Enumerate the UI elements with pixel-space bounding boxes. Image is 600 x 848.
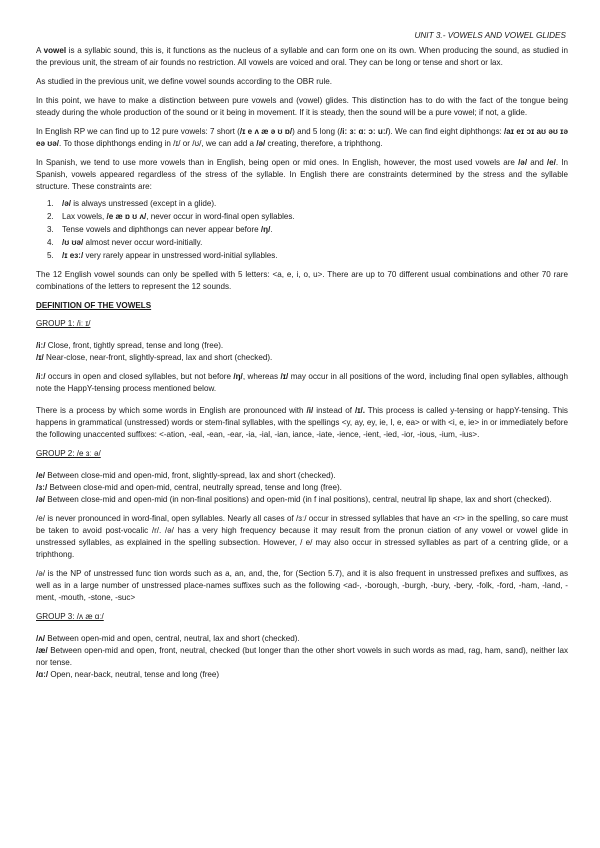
definition-heading: DEFINITION OF THE VOWELS <box>36 301 152 310</box>
group-3-heading: GROUP 3: /ʌ æ ɑː/ <box>36 612 104 621</box>
running-header: UNIT 3.- VOWELS AND VOWEL GLIDES <box>414 31 566 40</box>
group-2-line-3: /ə/ Between close-mid and open-mid (in non-final positions) and open-mid (in f inal positions), central, neutral lip shape, lax and short (checked). <box>36 495 552 504</box>
group-2-line-2: /ɜː/ Between close-mid and open-mid, central, neutrally spread, tense and long (free). <box>36 483 342 492</box>
intro-paragraph-2: As studied in the previous unit, we define vowel sounds according to the OBR rule. <box>36 77 333 86</box>
list-item: 4. /ʊ ʊə/ almost never occur word-initially. <box>56 237 568 249</box>
group-2-paragraph-2: /ə/ is the NP of unstressed func tion words such as a, an, and, the, for (Section 5.7), and it is also frequent in unstressed prefixes and suffixes, as well as in a large number of unstressed place-names suffixes such as the following <ad-, -borough, -burgh, -bury, -bery, -folk, -ford, -ham, -land, -ment, -mouth, -stone, -suc> <box>36 569 568 602</box>
intro-paragraph-1: A vowel is a syllabic sound, this is, it functions as the nucleus of a syllable and can form one on its own. When producing the sound, as studied in the previous unit, the stream of air founds no restriction. All vowels are voiced and oral. They can be long or tense and short or lax. <box>36 46 569 67</box>
group-1-line-2: /ɪ/ Near-close, near-front, slightly-spread, lax and short (checked). <box>36 353 273 362</box>
group-2-heading: GROUP 2: /e ɜː ə/ <box>36 449 101 458</box>
spelling-paragraph: The 12 English vowel sounds can only be spelled with 5 letters: <a, e, i, o, u>. There are up to 70 different usual combinations and other 70 rare combinations of the letters to represent the 12 sounds. <box>36 270 568 291</box>
group-2-line-1: /e/ Between close-mid and open-mid, front, slightly-spread, lax and short (checked). <box>36 471 336 480</box>
intro-paragraph-5: In Spanish, we tend to use more vowels than in English, being open or mid ones. In English, however, the most used vowels are /ə/ and /e/. In Spanish, vowels appeared regardless of the stress of the syllable. In English there are constraints determined by the stress and the syllable structure. These constraints are: <box>36 158 568 191</box>
group-1-heading: GROUP 1: /iː ɪ/ <box>36 319 91 328</box>
term-vowel: vowel <box>43 46 67 55</box>
intro-paragraph-3: In this point, we have to make a distinction between pure vowels and (vowel) glides. This distinction has to do with the fact of the tongue being steady during the whole production of the sound or it being in movement. If it is steady, then the sound will be a pure vowel; if not, a glide. <box>36 96 568 117</box>
group-3-line-3: /ɑː/ Open, near-back, neutral, tense and long (free) <box>36 670 220 679</box>
group-2-paragraph-1: /e/ is never pronounced in word-final, open syllables. Nearly all cases of /ɜː/ occur in stressed syllables that have an <r> in the spelling, so care must be taken to avoid post-vocalic /r/. /ə/ has a very high frequency because it may result from the pronun ciation of any vowel or vowel glide in unstressed syllables, as explained in the spelling subsection. However, / e/ may also occur in stressed syllables as part of a centring glide, or a triphthong. <box>36 514 568 559</box>
long-vowels-list: /iː ɜː ɑː ɔː uː/ <box>339 127 388 136</box>
list-item: 2. Lax vowels, /e æ ɒ ʊ ʌ/, never occur in word-final open syllables. <box>56 211 568 223</box>
short-vowels-list: /ɪ e ʌ æ ə ʊ ɒ/ <box>239 127 293 136</box>
intro-paragraph-4: In English RP we can find up to 12 pure vowels: 7 short (/ɪ e ʌ æ ə ʊ ɒ/) and 5 long (/iː ɜː ɑː ɔː uː/). We can find eight diphthongs: /aɪ eɪ ɔɪ aʊ əʊ ɪə eə ʊə/. To those diphthongs ending in /ɪ/ or /ʊ/, we can add a /ə/ creating, therefore, a triphthong. <box>36 127 568 148</box>
constraints-list <box>36 198 568 262</box>
group-3-line-1: /ʌ/ Between open-mid and open, central, neutral, lax and short (checked). <box>36 634 300 643</box>
group-1-paragraph-2: There is a process by which some words in English are pronounced with /i/ instead of /ɪ/. This process is called y-tensing or happY-tensing. This happens in grammatical (unstressed) words or stem-final syllables, with the spellings <y, ay, ey, ie, I, e, ea> or with <i, e, ie> in or immediately before the following unaccented suffixes: <-ation, -eal, -ean, -ear, -ia, -ial, -ian, iance, -iate, -ience, -ient, -ied, -ior, -ious, -ium, -ius>. <box>36 406 568 439</box>
list-item: 1. /ə/ is always unstressed (except in a glide). <box>56 198 568 210</box>
list-item: 5. /ɪ eɜː/ very rarely appear in unstressed word-initial syllables. <box>56 250 568 262</box>
group-1-line-1: /iː/ Close, front, tightly spread, tense and long (free). <box>36 341 224 350</box>
diphthongs-list: /aɪ eɪ ɔɪ aʊ əʊ ɪə eə ʊə/ <box>36 127 568 148</box>
group-3-line-2: /æ/ Between open-mid and open, front, neutral, checked (but longer than the other short vowels in such words as mad, rag, ham, sand), neither lax nor tense. <box>36 646 568 667</box>
list-item: 3. Tense vowels and diphthongs can never appear before /ŋ/. <box>56 224 568 236</box>
group-1-paragraph-1: /iː/ occurs in open and closed syllables, but not before /ŋ/, whereas /ɪ/ may occur in all positions of the word, including final open syllables, although note the HappY-tensing process mentioned below. <box>36 372 568 393</box>
